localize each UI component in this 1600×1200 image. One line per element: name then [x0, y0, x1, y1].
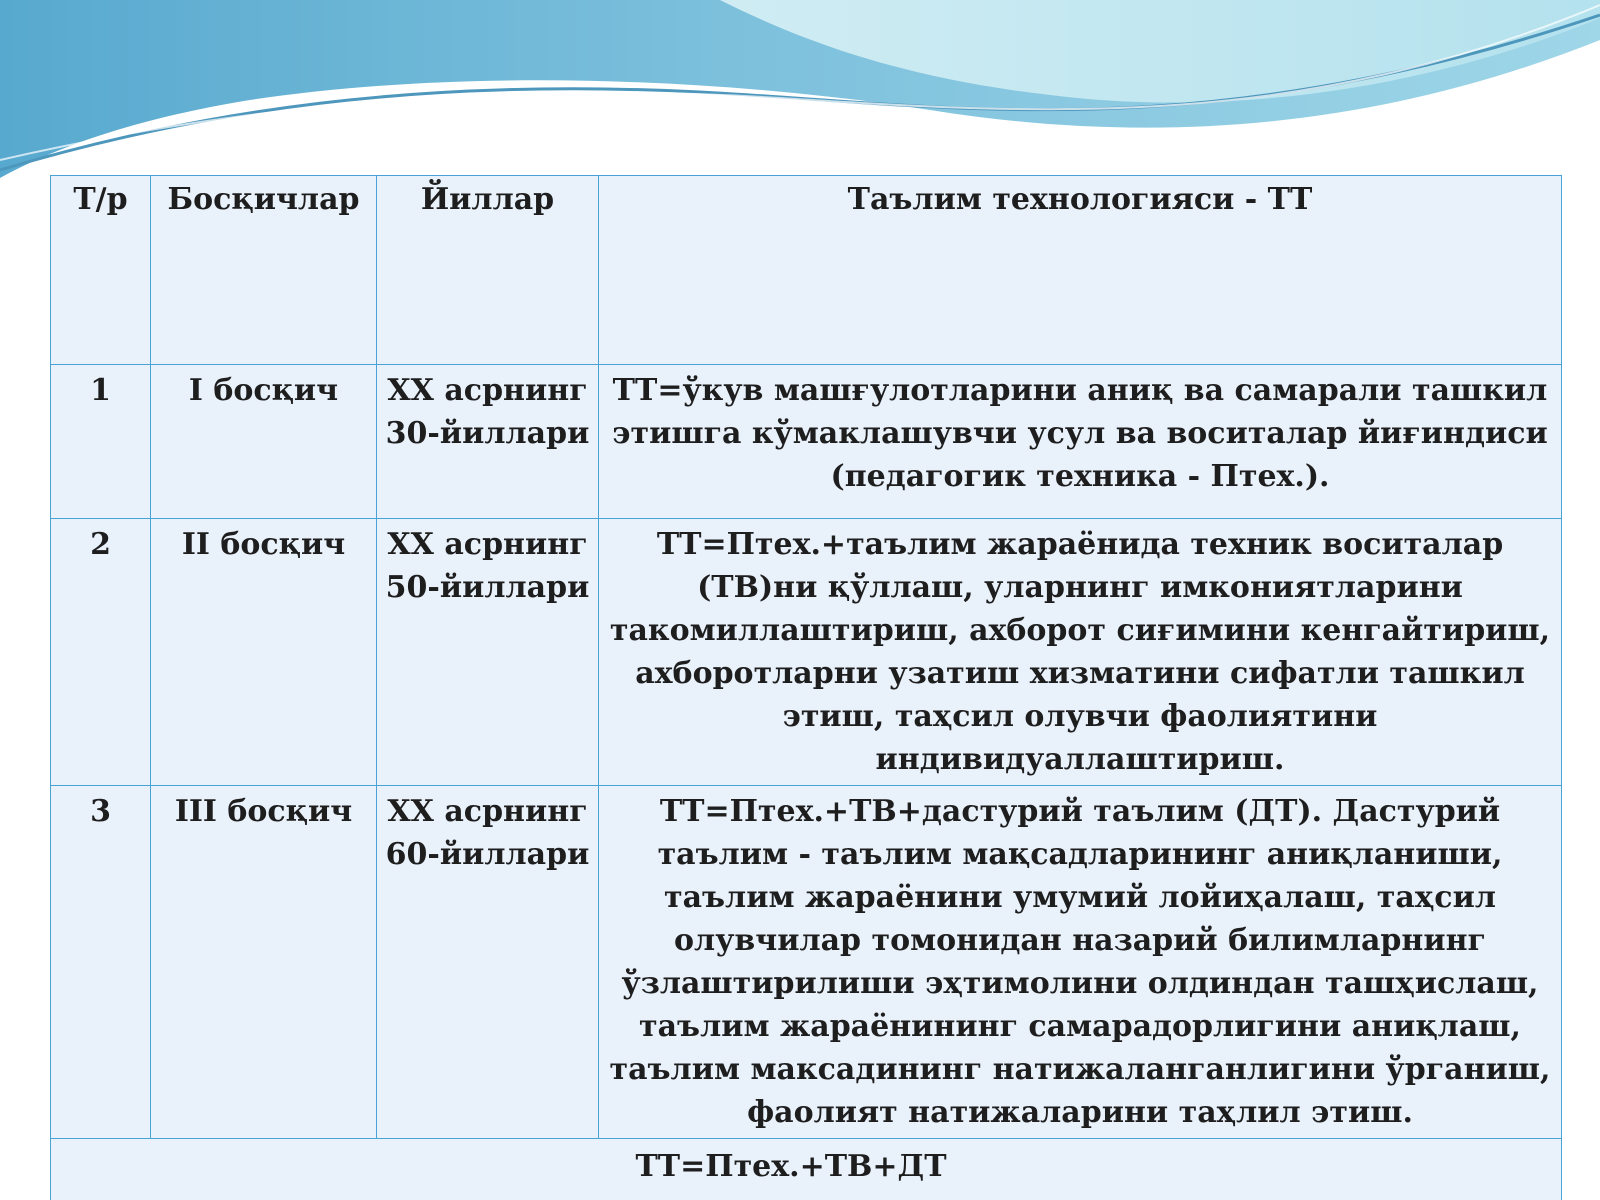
row-num: 1 [51, 365, 151, 519]
header-technology: Таълим технологияси - ТТ [599, 176, 1562, 365]
row-stage: III босқич [151, 786, 377, 1139]
technology-stages-table [50, 175, 1562, 1200]
row-stage: II босқич [151, 519, 377, 786]
row-num: 3 [51, 786, 151, 1139]
row-technology: ТТ=Птех.+ТВ+дастурий таълим (ДТ). Дастурий таълим - таълим мақсадларининг аниқланиши, таълим жараёнини умумий лойиҳалаш, таҳсил олувчилар томонидан назарий билимларнинг ўзлаштирилиши эҳтимолини олдиндан ташҳислаш, таълим жараёнининг самарадорлигини аниқлаш, таълим максадининг натижаланганлигини ўрганиш, фаолият натижаларини таҳлил этиш. [599, 786, 1562, 1139]
header-years: Йиллар [377, 176, 599, 365]
footer-formula-cell [51, 1139, 1562, 1200]
table-header-row [51, 176, 1562, 365]
row-technology: ТТ=ўкув машғулотларини аниқ ва самарали ташкил этишга кўмаклашувчи усул ва воситалар йиғиндиси (педагогик техника - Птех.). [599, 365, 1562, 519]
table-row [51, 786, 1562, 1139]
row-years: XX асрнинг 50-йиллари [377, 519, 599, 786]
header-stage: Босқичлар [151, 176, 377, 365]
table-row [51, 365, 1562, 519]
decorative-wave-header [0, 0, 1600, 200]
table-footer-row [51, 1139, 1562, 1200]
row-years: XX асрнинг 60-йиллари [377, 786, 599, 1139]
row-years: XX асрнинг 30-йиллари [377, 365, 599, 519]
table-row [51, 519, 1562, 786]
header-num: Т/р [51, 176, 151, 365]
row-num: 2 [51, 519, 151, 786]
row-technology: ТТ=Птех.+таълим жараёнида техник воситалар (ТВ)ни қўллаш, уларнинг имкониятларини такомиллаштириш, ахборот сиғимини кенгайтириш, ахборотларни узатиш хизматини сифатли ташкил этиш, таҳсил олувчи фаолиятини индивидуаллаштириш. [599, 519, 1562, 786]
row-stage: I босқич [151, 365, 377, 519]
footer-formula: ТТ=Птех.+ТВ+ДТ [635, 1149, 947, 1184]
